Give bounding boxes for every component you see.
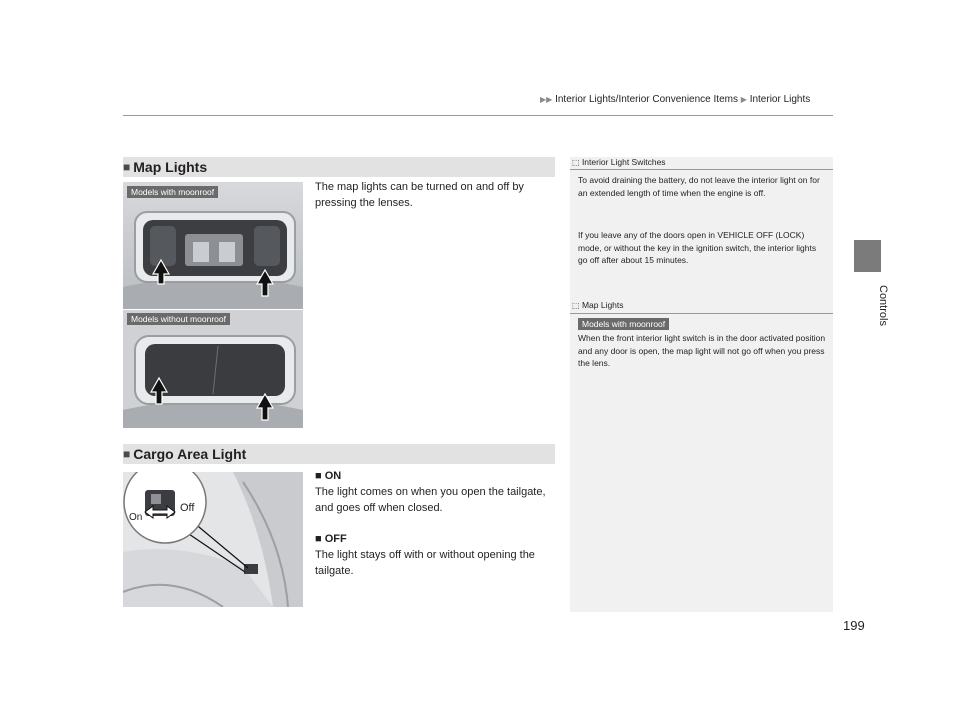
breadcrumb-arrow-icon: ▶▶ — [540, 95, 553, 104]
note-map-lights-text: When the front interior light switch is in the door activated position and any door is open, the map light will not go off when you press the lens. — [578, 333, 826, 368]
note-title: Map Lights — [581, 300, 624, 310]
note-marker-icon: ⬚ — [572, 301, 580, 310]
cargo-light-off-block — [315, 531, 555, 579]
models-with-moonroof-badge: Models with moonroof — [127, 186, 218, 198]
note-marker-icon: ⬚ — [572, 158, 580, 167]
cargo-light-figure — [123, 472, 303, 607]
cargo-light-off-text: The light stays off with or without opening the tailgate. — [315, 549, 535, 577]
section-title: Cargo Area Light — [133, 446, 247, 462]
cargo-light-on-text: The light comes on when you open the tailgate, and goes off when closed. — [315, 486, 546, 514]
models-with-moonroof-badge: Models with moonroof — [578, 318, 669, 330]
cargo-light-on-heading — [315, 468, 555, 484]
page-number: 199 — [843, 618, 865, 633]
note-switches-paragraph-1: To avoid draining the battery, do not leave the interior light on for an extended length of time when the engine is off. — [578, 175, 820, 198]
breadcrumb — [540, 94, 810, 105]
map-lights-no-moonroof-figure — [123, 310, 303, 428]
breadcrumb-arrow-icon: ▶ — [740, 95, 747, 104]
section-square-icon: ■ — [123, 160, 131, 174]
note-title: Interior Light Switches — [581, 157, 666, 167]
switch-on-label: On — [129, 512, 143, 523]
overhead-console-no-moonroof-illustration — [123, 310, 303, 428]
overhead-console-moonroof-illustration — [123, 182, 303, 309]
models-without-moonroof-badge: Models without moonroof — [127, 313, 230, 325]
bullet-square-icon: ■ — [315, 533, 322, 545]
note-divider — [570, 313, 833, 314]
note-map-lights-heading — [572, 300, 624, 310]
note-switches-paragraph-2: If you leave any of the doors open in VEHICLE OFF (LOCK) mode, or without the key in the ignition switch, the interior lights go off after about 15 minutes. — [578, 230, 817, 265]
bullet-square-icon: ■ — [315, 470, 322, 482]
switch-off-label: Off — [180, 502, 195, 514]
breadcrumb-section[interactable]: Interior Lights/Interior Convenience Items — [555, 94, 738, 105]
header-divider — [123, 115, 833, 116]
chapter-tab-marker — [854, 240, 881, 272]
cargo-light-off-heading — [315, 531, 555, 547]
note-interior-light-switches-heading — [572, 157, 666, 167]
cargo-light-off-label: OFF — [324, 533, 347, 545]
chapter-tab-label: Controls — [877, 285, 889, 326]
cargo-light-on-block — [315, 468, 555, 516]
section-square-icon: ■ — [123, 447, 131, 461]
section-title: Map Lights — [133, 159, 208, 175]
breadcrumb-current[interactable]: Interior Lights — [749, 94, 811, 105]
section-header-cargo-area-light — [123, 444, 555, 464]
cargo-area-illustration — [123, 472, 303, 607]
map-lights-description: The map lights can be turned on and off by pressing the lenses. — [315, 181, 524, 209]
map-lights-moonroof-figure — [123, 182, 303, 309]
note-divider — [570, 169, 833, 170]
section-header-map-lights — [123, 157, 555, 177]
notes-sidebar — [570, 157, 833, 612]
cargo-light-on-label: ON — [324, 470, 342, 482]
